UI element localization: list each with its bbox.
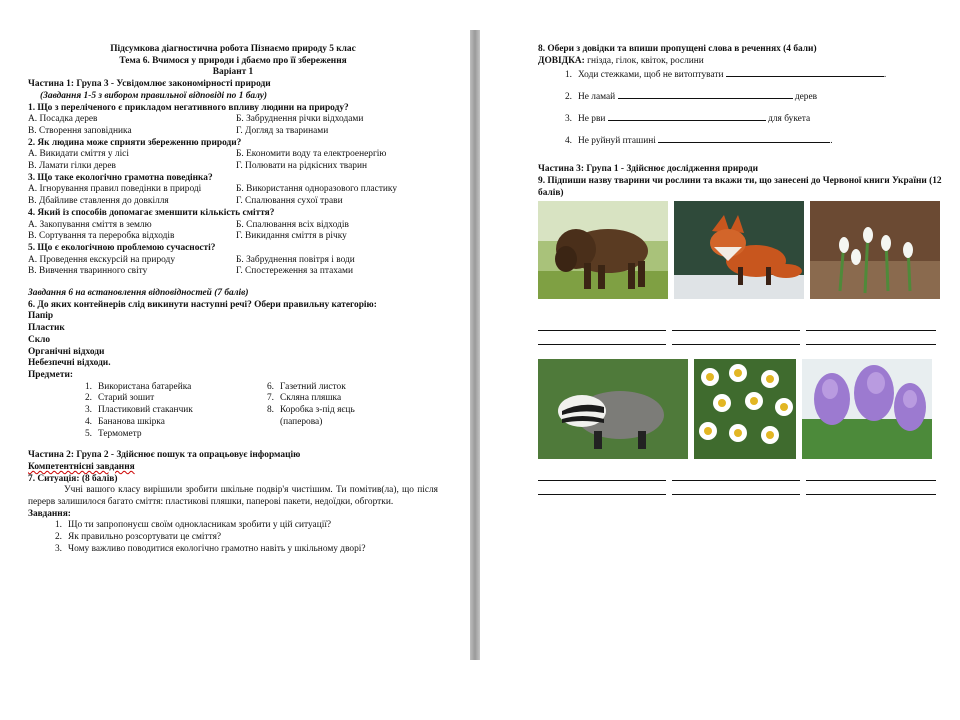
option-d: Г. Викидання сміття в річку xyxy=(236,231,347,242)
situation-text: Учні вашого класу вирішили зробити шкільне подвір'я чистішим. Ти помітив(ла), що після перерв залишилося багато сміття: пластикові пляшки, паперові пакети, недоїдки, обгортки. xyxy=(28,485,438,508)
option-d: Г. Спалювання сухої трави xyxy=(236,196,343,207)
category-organic: Органічні відходи xyxy=(28,346,105,357)
list-item: 3. Пластиковий стаканчик xyxy=(84,405,193,416)
fill-item-4: 4. Не руйнуй пташині . xyxy=(554,133,948,148)
fill-item-1: 1. Ходи стежками, щоб не витоптувати . xyxy=(554,67,948,82)
option-d: Г. Спостереження за птахами xyxy=(236,266,353,277)
answer-blank[interactable] xyxy=(726,67,884,77)
part3-heading: Частина 3: Група 1 - Здійснює дослідження природи xyxy=(538,164,759,175)
fill-item-3: 3. Не рви для букета xyxy=(554,111,948,126)
left-page xyxy=(28,44,438,556)
answer-blank[interactable] xyxy=(806,493,936,495)
category-paper: Папір xyxy=(28,311,54,322)
labels-row-2 xyxy=(538,343,948,345)
option-b: Б. Забруднення повітря і води xyxy=(236,254,355,265)
category-plastic: Пластик xyxy=(28,323,65,334)
answer-blank[interactable] xyxy=(806,329,936,331)
items-col-2 xyxy=(256,382,438,441)
question-7: 7. Ситуація: (8 балів) xyxy=(28,473,118,484)
category-hazardous: Небезпечні відходи. xyxy=(28,358,111,369)
part1-heading: Частина 1: Група 3 - Усвідомлює закономірності природи xyxy=(28,79,271,90)
snowdrops-photo xyxy=(810,201,940,299)
list-item: 8. Коробка з-під яєць xyxy=(266,405,355,416)
part2-heading: Частина 2: Група 2 - Здійснює пошук та опрацьовує інформацію xyxy=(28,450,301,461)
doc-title: Підсумкова діагностична робота Пізнаємо природу 5 клас xyxy=(110,44,356,54)
option-c: В. Дбайливе ставлення до довкілля xyxy=(28,196,169,207)
option-b: Б. Економити воду та електроенергію xyxy=(236,149,387,160)
question-text: 2. Як людина може сприяти збереженню природи? xyxy=(28,137,242,148)
option-a: А. Закопування сміття в землю xyxy=(28,219,152,230)
option-b: Б. Спалювання всіх відходів xyxy=(236,219,349,230)
option-d: Г. Догляд за тваринами xyxy=(236,125,329,136)
hint-words: гнізда, гілок, квіток, рослини xyxy=(584,55,704,66)
option-c: В. Сортування та переробка відходів xyxy=(28,231,175,242)
right-page xyxy=(538,44,948,495)
bison-photo xyxy=(538,201,668,299)
badger-photo xyxy=(538,359,688,457)
list-item: (паперова) xyxy=(280,416,323,427)
option-d: Г. Полювати на рідкісних тварин xyxy=(236,161,367,172)
list-item: 5. Термометр xyxy=(84,428,142,439)
photos-row-2 xyxy=(538,359,948,457)
question-5 xyxy=(28,243,438,278)
answer-blank[interactable] xyxy=(538,493,666,495)
answer-blank[interactable] xyxy=(608,111,766,121)
tasks-label: Завдання: xyxy=(28,508,71,519)
competence-heading: Компетентнісні завдання xyxy=(28,461,135,472)
answer-blank[interactable] xyxy=(672,343,800,345)
answer-blank[interactable] xyxy=(658,133,830,143)
items-col-1 xyxy=(74,382,256,441)
answer-blank[interactable] xyxy=(538,479,666,481)
question-text: 5. Що є екологічною проблемою сучасності? xyxy=(28,242,216,253)
photos-row-1 xyxy=(538,201,948,299)
lilac-photo xyxy=(802,359,932,457)
fill-item-2: 2. Не ламай дерев xyxy=(554,89,948,104)
answer-blank[interactable] xyxy=(672,479,800,481)
labels-row-3 xyxy=(538,479,948,481)
variant-label: Варіант 1 xyxy=(212,67,254,78)
answer-blank[interactable] xyxy=(538,329,666,331)
question-1 xyxy=(28,103,438,138)
list-item: 4. Бананова шкірка xyxy=(84,416,165,427)
question-8: 8. Обери з довідки та впиши пропущені слова в реченнях (4 бали) xyxy=(538,44,817,54)
doc-topic: Тема 6. Вчимося у природи і дбаємо про її збереження xyxy=(119,55,347,66)
question-6: 6. До яких контейнерів слід викинути наступні речі? Обери правильну категорію: xyxy=(28,299,377,310)
option-b: Б. Забруднення річки відходами xyxy=(236,114,364,125)
category-glass: Скло xyxy=(28,334,51,345)
answer-blank[interactable] xyxy=(538,343,666,345)
answer-blank[interactable] xyxy=(672,493,800,495)
hint-label: ДОВІДКА: xyxy=(538,55,585,66)
list-item: 1. Використана батарейка xyxy=(84,381,192,392)
question-4 xyxy=(28,208,438,243)
option-c: В. Вивчення тваринного світу xyxy=(28,266,148,277)
option-a: А. Ігнорування правил поведінки в природі xyxy=(28,184,202,195)
answer-blank[interactable] xyxy=(806,343,936,345)
option-a: А. Посадка дерев xyxy=(28,114,98,125)
items-label: Предмети: xyxy=(28,369,73,380)
page-divider xyxy=(470,30,480,660)
list-item: 7. Скляна пляшка xyxy=(266,393,342,404)
labels-row-4 xyxy=(538,493,948,495)
hint-line xyxy=(538,56,948,68)
items-list xyxy=(74,382,438,441)
option-a: А. Викидати сміття у лісі xyxy=(28,149,129,160)
answer-blank[interactable] xyxy=(672,329,800,331)
option-a: А. Проведення екскурсій на природу xyxy=(28,254,176,265)
option-c: В. Ламати гілки дерев xyxy=(28,161,116,172)
question-text: 4. Який із способів допомагає зменшити кількість сміття? xyxy=(28,207,275,218)
fox-photo xyxy=(674,201,804,299)
tasks-list xyxy=(48,520,438,555)
question-text: 1. Що з переліченого є прикладом негативного впливу людини на природу? xyxy=(28,102,349,113)
option-b: Б. Використання одноразового пластику xyxy=(236,184,398,195)
answer-blank[interactable] xyxy=(806,479,936,481)
chamomile-photo xyxy=(694,359,796,457)
list-item: 2. Старий зошит xyxy=(84,393,155,404)
list-item: 6. Газетний листок xyxy=(266,381,346,392)
question-text: 3. Що таке екологічно грамотна поведінка? xyxy=(28,172,213,183)
option-c: В. Створення заповідника xyxy=(28,125,132,136)
matching-note: Завдання 6 на встановлення відповідностей (7 балів) xyxy=(28,288,249,299)
list-item: 3. Чому важливо поводитися екологічно грамотно навіть у шкільному дворі? xyxy=(54,543,366,554)
answer-blank[interactable] xyxy=(618,89,793,99)
question-3 xyxy=(28,173,438,208)
labels-row-1 xyxy=(538,329,948,331)
part1-note: (Завдання 1-5 з вибором правильної відповіді по 1 балу) xyxy=(40,90,268,101)
question-2 xyxy=(28,138,438,173)
list-item: 2. Як правильно розсортувати це сміття? xyxy=(54,532,222,543)
list-item: 1. Що ти запропонуєш своїм однокласникам зробити у цій ситуації? xyxy=(54,520,332,531)
fill-list xyxy=(554,67,948,147)
question-9: 9. Підпиши назву тварини чи рослини та вкажи ти, що занесені до Червоної книги України (12 балів) xyxy=(538,175,942,198)
